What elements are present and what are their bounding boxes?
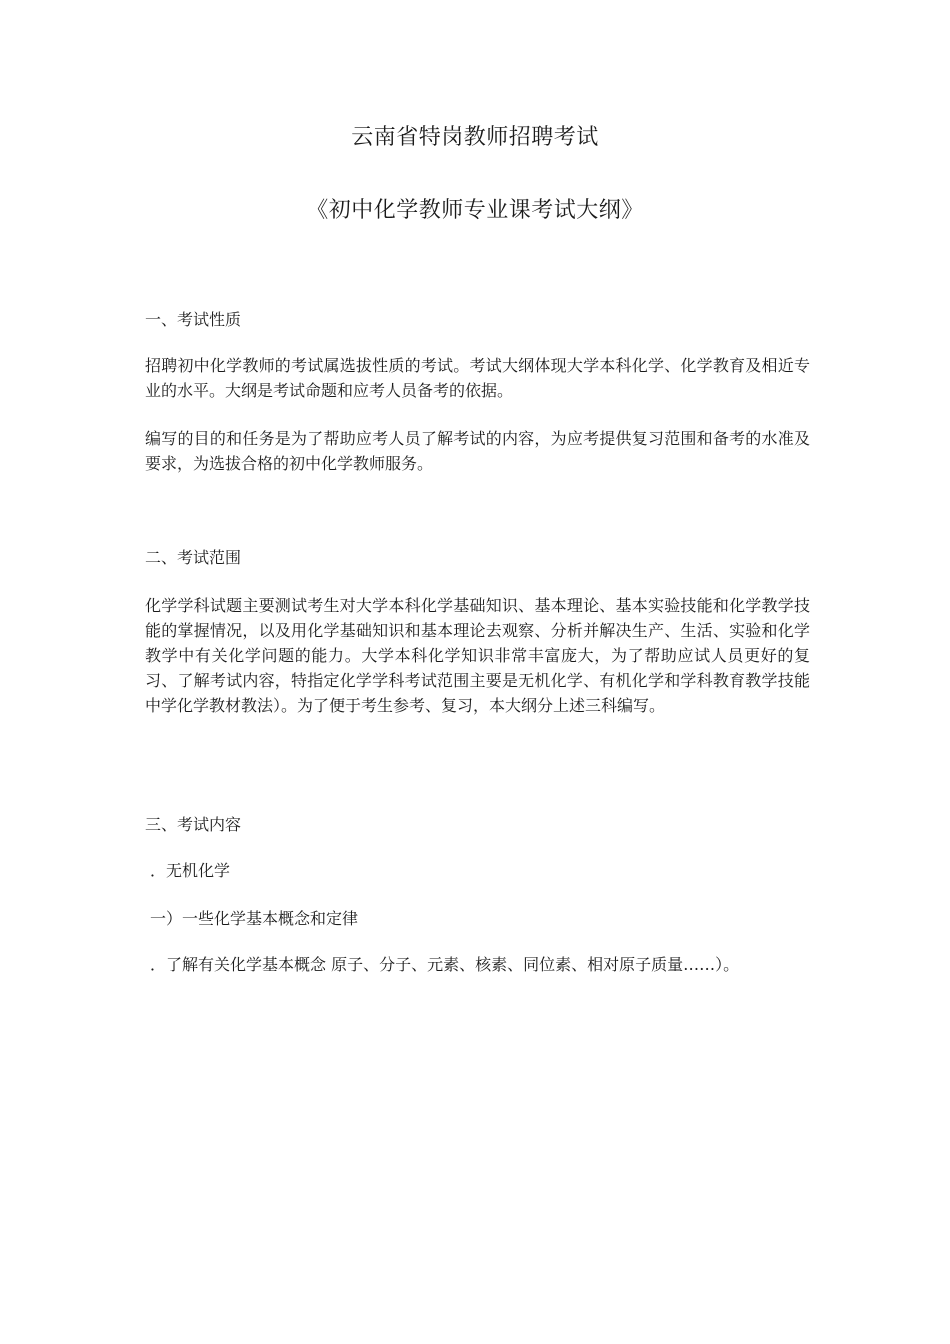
list-item-concept-detail: ．了解有关化学基本概念 原子、分子、元素、核素、同位素、相对原子质量……）。 bbox=[150, 955, 740, 974]
document-subtitle: 《初中化学教师专业课考试大纲》 bbox=[306, 198, 644, 223]
paragraph-scope: 化学学科试题主要测试考生对大学本科化学基础知识、基本理论、基本实验技能和化学教学技能的掌握情况，以及用化学基础知识和基本理论去观察、分析并解决生产、生活、实验和化学教学中有关化学问题的能力。大学本科化学知识非常丰富庞大，为了帮助应试人员更好的复习、了解考试内容，特指定化学学科考试范围主要是无机化学、有机化学和学科教育教学技能 中学化学教材教法）。为了便于考生参考、复习，本大纲分上述三科编写。 bbox=[145, 596, 810, 715]
section-heading-content: 三、考试内容 bbox=[145, 815, 242, 834]
list-item-basic-concepts: 一）一些化学基本概念和定律 bbox=[150, 909, 359, 928]
paragraph-nature-1: 招聘初中化学教师的考试属选拔性质的考试。考试大纲体现大学本科化学、化学教育及相近专业的水平。大纲是考试命题和应考人员备考的依据。 bbox=[145, 356, 810, 400]
section-heading-nature: 一、考试性质 bbox=[145, 310, 242, 329]
list-item-inorganic-chemistry: ．无机化学 bbox=[150, 861, 231, 880]
paragraph-nature-2: 编写的目的和任务是为了帮助应考人员了解考试的内容，为应考提供复习范围和备考的水准及要求，为选拔合格的初中化学教师服务。 bbox=[145, 429, 810, 473]
section-heading-scope: 二、考试范围 bbox=[145, 548, 242, 567]
document-title: 云南省特岗教师招聘考试 bbox=[351, 125, 599, 150]
